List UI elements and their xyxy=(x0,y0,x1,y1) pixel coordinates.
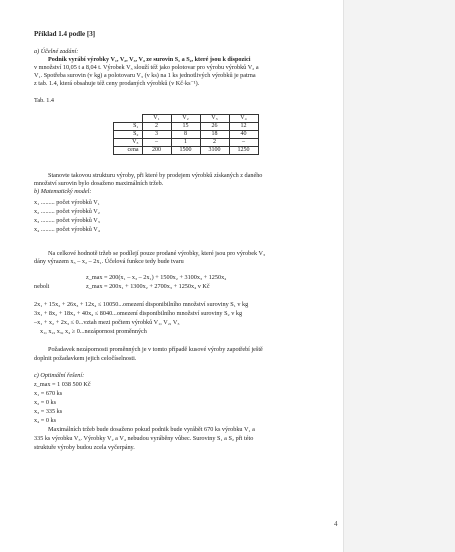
objective-function: z_max = 200(x₁ – x₃ – 2x₁) + 1500x₂ + 3100x₃ + 1250x₄ xyxy=(86,274,227,281)
variable-definition: x₄ ......... počet výrobků V₄ xyxy=(34,226,100,233)
table-cell: – xyxy=(229,139,258,147)
table-cell: – xyxy=(142,139,171,147)
conclusion-line: struktuře výroby budou zcela vyčerpány. xyxy=(34,444,135,451)
table-row-header: V₃ xyxy=(114,139,143,147)
task-line: Stanovte takovou strukturu výroby, při které by prodejem výrobků získaných z daného xyxy=(48,172,263,179)
table-cell: 1250 xyxy=(229,147,258,155)
section-c-label: c) Optimální řešení: xyxy=(34,372,85,379)
table-cell: 3100 xyxy=(200,147,229,155)
table-header-cell: V₄ xyxy=(229,115,258,123)
table-cell: 1 xyxy=(171,139,200,147)
table-row xyxy=(114,139,259,147)
table-row-header: S₁ xyxy=(114,123,143,131)
table-cell: 40 xyxy=(229,131,258,139)
conclusion-line: Maximálních tržeb bude dosaženo pokud podnik bude vyrábět 670 ks výrobku V₁ a xyxy=(48,426,255,433)
table-cell: 15 xyxy=(171,123,200,131)
table-row-header: cena xyxy=(114,147,143,155)
table-cell: 2 xyxy=(200,139,229,147)
section-a-label: a) Účelné zadání: xyxy=(34,48,79,55)
solution-line: x₃ = 335 ks xyxy=(34,408,63,415)
table-header-row xyxy=(114,115,259,123)
intro-line: v množství 10,05 t a 8,04 t. Výrobek V₃ slouží též jako polotovar pro výrobu výrobků V₂ a xyxy=(34,64,259,71)
data-table xyxy=(113,114,259,155)
table-row-header: S₂ xyxy=(114,131,143,139)
intro-line: Podnik vyrábí výrobky V₁, V₂, V₃, V₄ ze surovin S₁ a S₂, které jsou k dispozici xyxy=(48,56,251,63)
revenue-line: Na celkové hodnotě tržeb se podílejí pouze prodané výrobky, které jsou pro výrobek V₃ xyxy=(48,250,266,257)
viewer-background xyxy=(343,0,455,552)
constraint: –x₁ + x₂ + 2x₃ ≤ 0...vztah mezi počtem výrobků V₁, V₂, V₃ xyxy=(34,319,180,326)
table-header-cell: V₂ xyxy=(171,115,200,123)
example-heading: Příklad 1.4 podle [3] xyxy=(34,30,96,38)
table-cell: 2 xyxy=(142,123,171,131)
solution-line: x₁ = 670 ks xyxy=(34,390,63,397)
table-row xyxy=(114,123,259,131)
table-row xyxy=(114,147,259,155)
variable-definition: x₂ ......... počet výrobků V₂ xyxy=(34,208,100,215)
table-cell: 18 xyxy=(200,131,229,139)
variable-definition: x₁ ......... počet výrobků V₁ xyxy=(34,199,100,206)
variable-definition: x₃ ......... počet výrobků V₃ xyxy=(34,217,100,224)
conclusion-line: 335 ks výrobku V₃. Výrobky V₂ a V₄ nebudou vyráběny vůbec. Suroviny S₁ a S₂ při této xyxy=(34,435,254,442)
table-cell: 3 xyxy=(142,131,171,139)
integrality-line: doplnit požadavkem jejich celočíselnosti. xyxy=(34,355,137,362)
neboli-label: neboli xyxy=(34,283,50,290)
solution-line: x₂ = 0 ks xyxy=(34,399,56,406)
table-header-cell: V₁ xyxy=(142,115,171,123)
table-cell: 12 xyxy=(229,123,258,131)
section-b-label: b) Matematický model: xyxy=(34,188,92,195)
table-cell: 26 xyxy=(200,123,229,131)
table-caption: Tab. 1.4 xyxy=(34,97,55,104)
table-cell: 200 xyxy=(142,147,171,155)
table-header-cell: V₃ xyxy=(200,115,229,123)
table-cell xyxy=(114,115,143,123)
objective-function-simplified: z_max = 200x₁ + 1300x₂ + 2700x₃ + 1250x₄ v Kč xyxy=(86,283,210,290)
revenue-line: dány výrazem x₃ – x₂ – 2x₁. Účelová funkce tedy bude tvaru xyxy=(34,258,184,265)
constraint: 3x₁ + 8x₂ + 18x₃ + 40x₄ ≤ 8040...omezení disponibilního množství suroviny S₂ v kg xyxy=(34,310,243,317)
intro-line: z tab. 1.4, která obsahuje též ceny prodaných výrobků (v Kč·ks⁻¹). xyxy=(34,80,200,87)
page-number: 4 xyxy=(334,520,338,528)
integrality-line: Požadavek nezápornosti proměnných je v tomto případě kusové výroby zapotřebí ještě xyxy=(48,346,263,353)
task-line: množství surovin bylo dosaženo maximálních tržeb. xyxy=(34,180,164,187)
solution-line: z_max = 1 038 500 Kč xyxy=(34,381,91,388)
solution-line: x₄ = 0 ks xyxy=(34,417,56,424)
table-cell: 1500 xyxy=(171,147,200,155)
table-cell: 8 xyxy=(171,131,200,139)
constraint: 2x₁ + 15x₂ + 26x₃ + 12x₄ ≤ 10050...omezení disponibilního množství suroviny S₁ v kg xyxy=(34,301,249,308)
table-row xyxy=(114,131,259,139)
constraint: x₁, x₂, x₃, x₄ ≥ 0...nezápornost proměnných xyxy=(40,328,147,335)
intro-line: V₁. Spotřeba surovin (v kg) a polotovaru V₃ (v ks) na 1 ks jednotlivých výrobků je patrna xyxy=(34,72,256,79)
